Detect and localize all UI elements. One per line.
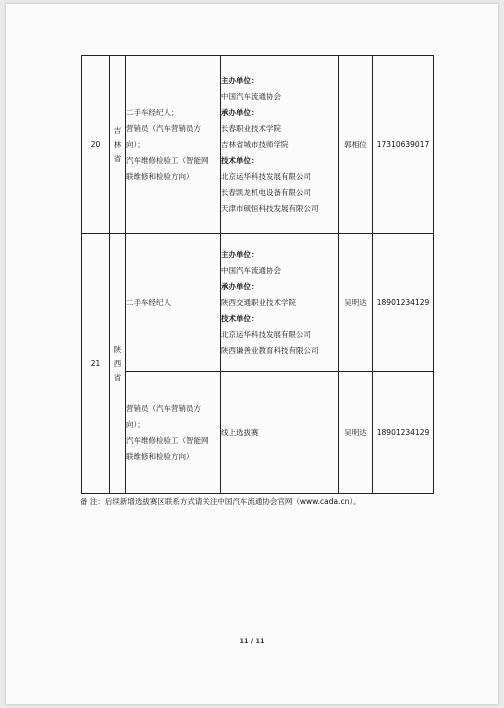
org-line: 陕西谦善业教育科技有限公司	[221, 345, 319, 355]
contact-phone: 18901234129	[373, 372, 434, 494]
org-line: 吉林省城市技师学院	[221, 139, 289, 149]
category-line: 二手车经纪人	[126, 297, 171, 307]
org-line: 中国汽车流通协会	[221, 265, 281, 275]
category-cell	[126, 234, 221, 372]
province-char: 陕	[113, 344, 122, 354]
category-cell	[126, 56, 221, 234]
footnote: 备 注：后续新增选拔赛区联系方式请关注中国汽车流通协会官网（www.cada.cn）。	[80, 497, 361, 506]
contest-table	[81, 55, 434, 494]
organizer-cell	[221, 234, 339, 372]
org-heading: 主办单位：	[221, 75, 259, 85]
province-char: 省	[113, 372, 122, 382]
org-line: 中国汽车流通协会	[221, 91, 281, 101]
org-heading: 承办单位：	[221, 281, 259, 291]
category-line: 联维修和检验方向）	[126, 451, 194, 461]
document-page	[6, 4, 498, 704]
row-number: 20	[82, 56, 110, 234]
category-line: 二手车经纪人；	[126, 107, 179, 117]
category-line: 汽车维修检验工（智能网	[126, 155, 209, 165]
province-char: 西	[113, 358, 122, 368]
org-heading: 技术单位：	[221, 155, 259, 165]
org-line: 北京运华科技发展有限公司	[221, 329, 311, 339]
province-char: 林	[113, 139, 122, 149]
category-line: 向）；	[126, 139, 145, 149]
category-line: 联维修和检验方向）	[126, 171, 194, 181]
org-line: 长春凯龙机电设备有限公司	[221, 187, 311, 197]
organizer-cell	[221, 56, 339, 234]
category-line: 向）；	[126, 419, 145, 429]
category-line: 营销员（汽车营销员方	[126, 403, 201, 413]
org-heading: 承办单位：	[221, 107, 259, 117]
table-row	[82, 56, 434, 234]
contact-person: 吴明达	[339, 372, 373, 494]
category-line: 营销员（汽车营销员方	[126, 123, 201, 133]
org-line: 陕西交通职业技术学院	[221, 297, 296, 307]
page-number: 11 / 11	[239, 637, 265, 645]
contact-phone: 17310639017	[373, 56, 434, 234]
org-heading: 主办单位：	[221, 249, 259, 259]
organizer-cell	[221, 372, 339, 494]
org-heading: 技术单位：	[221, 313, 259, 323]
org-line: 北京运华科技发展有限公司	[221, 171, 311, 181]
contact-person: 郭相位	[339, 56, 373, 234]
province-cell	[110, 234, 126, 494]
category-line: 汽车维修检验工（智能网	[126, 435, 209, 445]
org-line: 长春职业技术学院	[221, 123, 281, 133]
contact-person: 吴明达	[339, 234, 373, 372]
row-number: 21	[82, 234, 110, 494]
table-row	[82, 372, 434, 494]
org-line: 线上选拔赛	[221, 427, 259, 437]
table-row	[82, 234, 434, 372]
province-cell	[110, 56, 126, 234]
contact-phone: 18901234129	[373, 234, 434, 372]
category-cell	[126, 372, 221, 494]
province-char: 省	[113, 153, 122, 163]
province-char: 吉	[113, 125, 122, 135]
org-line: 天津市硕恒科技发展有限公司	[221, 203, 319, 213]
